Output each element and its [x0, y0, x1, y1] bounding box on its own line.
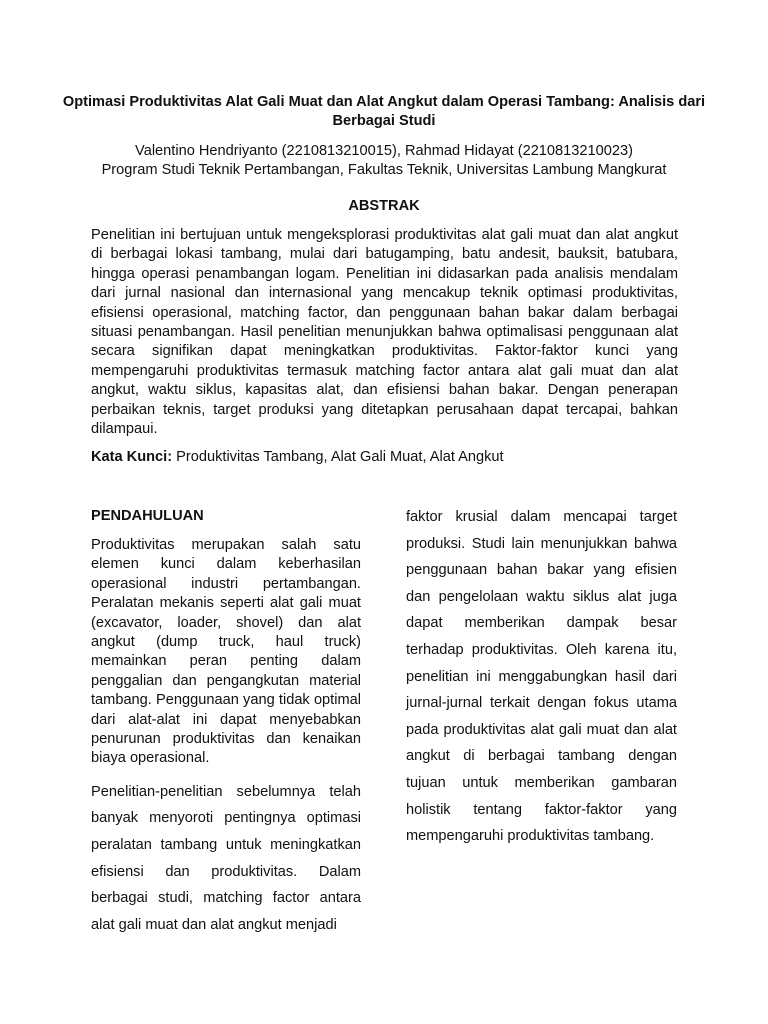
author-block	[40, 142, 728, 180]
section-heading-introduction: PENDAHULUAN	[91, 508, 204, 524]
introduction-paragraph-1: Produktivitas merupakan salah satu elemen kunci dalam keberhasilan operasional industri pertambangan. Peralatan mekanis seperti alat gali muat (excavator, loader, shovel) dan alat angkut (dump truck, haul truck) memainkan peran penting dalam penggalian dan pengangkutan material tambang. Penggunaan yang tidak optimal dari alat-alat ini dapat menyebabkan penurunan produktivitas dan kenaikan biaya operasional.	[91, 537, 361, 767]
keywords-line	[91, 448, 678, 467]
abstract-heading: ABSTRAK	[348, 198, 420, 214]
author-affiliation: Program Studi Teknik Pertambangan, Fakultas Teknik, Universitas Lambung Mangkurat	[101, 162, 667, 178]
introduction-paragraph-2-continued: faktor krusial dalam mencapai target produksi. Studi lain menunjukkan bahwa penggunaan bahan bakar yang efisien dan pengelolaan waktu siklus alat juga dapat memberikan dampak besar terhadap produktivitas. Oleh karena itu, penelitian ini menggabungkan hasil dari jurnal-jurnal terkait dengan fokus utama pada produktivitas alat gali muat dan alat angkut di berbagai tambang dengan tujuan untuk memberikan gambaran holistik tentang faktor-faktor yang mempengaruhi produktivitas tambang.	[406, 509, 677, 845]
keywords-text: Produktivitas Tambang, Alat Gali Muat, Alat Angkut	[172, 449, 504, 465]
right-column	[406, 507, 677, 850]
abstract-body: Penelitian ini bertujuan untuk mengeksplorasi produktivitas alat gali muat dan alat angkut di berbagai lokasi tambang, mulai dari batugamping, batu andesit, bauksit, batubara, hingga operasi penambangan logam. Penelitian ini didasarkan pada analisis mendalam dari jurnal nasional dan internasional yang mencakup teknik optimasi produktivitas, efisiensi operasional, matching factor, dan penggunaan bahan bakar dalam berbagai situasi penambangan. Hasil penelitian menunjukkan bahwa optimalisasi penggunaan alat secara signifikan dapat meningkatkan produktivitas. Faktor-faktor kunci yang mempengaruhi produktivitas termasuk matching factor antara alat gali muat dan alat angkut, waktu siklus, kapasitas alat, dan efisiensi bahan bakar. Dengan penerapan perbaikan teknis, target produksi yang ditetapkan perusahaan dapat tercapai, bahkan dilampaui.	[91, 227, 678, 438]
paper-title: Optimasi Produktivitas Alat Gali Muat dan Alat Angkut dalam Operasi Tambang: Analisis dari Berbagai Studi	[62, 94, 706, 129]
introduction-paragraph-2: Penelitian-penelitian sebelumnya telah banyak menyoroti pentingnya optimasi peralatan tambang untuk meningkatkan efisiensi dan produktivitas. Dalam berbagai studi, matching factor antara alat gali muat dan alat angkut menjadi	[91, 783, 361, 933]
left-column	[91, 507, 361, 938]
author-names: Valentino Hendriyanto (2210813210015), Rahmad Hidayat (2210813210023)	[135, 143, 633, 159]
keywords-label: Kata Kunci:	[91, 449, 173, 465]
